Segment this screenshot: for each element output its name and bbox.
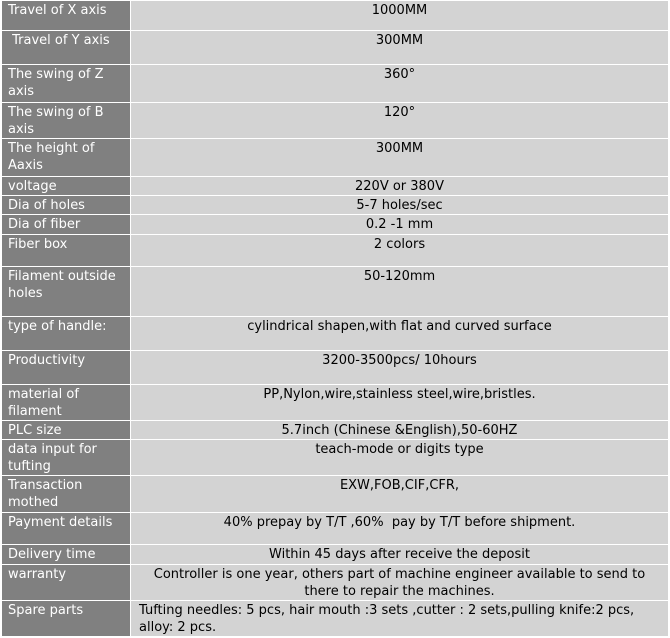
table-row (2, 351, 669, 385)
row-label-filament-material: material of filament (2, 385, 131, 421)
table-row (2, 235, 669, 267)
table-row (2, 215, 669, 235)
row-label-data-input: data input for tufting (2, 440, 131, 476)
table-row (2, 565, 669, 601)
row-value-plc-size: 5.7inch (Chinese &English),50-60HZ (131, 421, 669, 440)
row-label-spare-parts: Spare parts (2, 601, 131, 637)
row-label-z-swing: The swing of Z axis (2, 65, 131, 103)
spec-table (1, 0, 669, 637)
table-row (2, 196, 669, 215)
row-value-warranty: Controller is one year, others part of machine engineer available to send to there to repair the machines. (131, 565, 669, 601)
row-value-filament-holes: 50-120mm (131, 267, 669, 317)
table-row (2, 31, 669, 65)
row-value-payment: 40% prepay by T/T ,60% pay by T/T before shipment. (131, 513, 669, 545)
table-row (2, 440, 669, 476)
table-row (2, 267, 669, 317)
row-value-z-swing: 360° (131, 65, 669, 103)
row-label-productivity: Productivity (2, 351, 131, 385)
row-value-delivery: Within 45 days after receive the deposit (131, 545, 669, 565)
row-label-warranty: warranty (2, 565, 131, 601)
row-label-hole-dia: Dia of holes (2, 196, 131, 215)
row-value-filament-material: PP,Nylon,wire,stainless steel,wire,bristles. (131, 385, 669, 421)
row-value-data-input: teach-mode or digits type (131, 440, 669, 476)
table-row (2, 513, 669, 545)
row-value-productivity: 3200-3500pcs/ 10hours (131, 351, 669, 385)
row-label-payment: Payment details (2, 513, 131, 545)
table-row (2, 103, 669, 139)
row-label-plc-size: PLC size (2, 421, 131, 440)
row-value-hole-dia: 5-7 holes/sec (131, 196, 669, 215)
row-label-b-swing: The swing of B axis (2, 103, 131, 139)
row-value-x-travel: 1000MM (131, 1, 669, 31)
table-row (2, 317, 669, 351)
row-value-y-travel: 300MM (131, 31, 669, 65)
table-row (2, 601, 669, 637)
row-value-voltage: 220V or 380V (131, 177, 669, 196)
row-value-spare-parts: Tufting needles: 5 pcs, hair mouth :3 sets ,cutter : 2 sets,pulling knife:2 pcs, alloy: 2 pcs. (131, 601, 669, 637)
row-label-handle-type: type of handle: (2, 317, 131, 351)
table-row (2, 139, 669, 177)
row-label-voltage: voltage (2, 177, 131, 196)
row-label-fiber-box: Fiber box (2, 235, 131, 267)
row-label-transaction: Transaction mothed (2, 476, 131, 513)
row-value-fiber-dia: 0.2 -1 mm (131, 215, 669, 235)
row-label-a-height: The height of Aaxis (2, 139, 131, 177)
row-label-x-travel: Travel of X axis (2, 1, 131, 31)
table-row (2, 385, 669, 421)
table-row (2, 476, 669, 513)
table-row (2, 421, 669, 440)
row-value-transaction: EXW,FOB,CIF,CFR, (131, 476, 669, 513)
row-label-y-travel: Travel of Y axis (2, 31, 131, 65)
row-label-filament-holes: Filament outside holes (2, 267, 131, 317)
row-value-b-swing: 120° (131, 103, 669, 139)
row-value-a-height: 300MM (131, 139, 669, 177)
row-label-delivery: Delivery time (2, 545, 131, 565)
table-row (2, 65, 669, 103)
row-value-fiber-box: 2 colors (131, 235, 669, 267)
row-label-fiber-dia: Dia of fiber (2, 215, 131, 235)
row-value-handle-type: cylindrical shapen,with flat and curved surface (131, 317, 669, 351)
table-row (2, 1, 669, 31)
table-row (2, 177, 669, 196)
table-row (2, 545, 669, 565)
